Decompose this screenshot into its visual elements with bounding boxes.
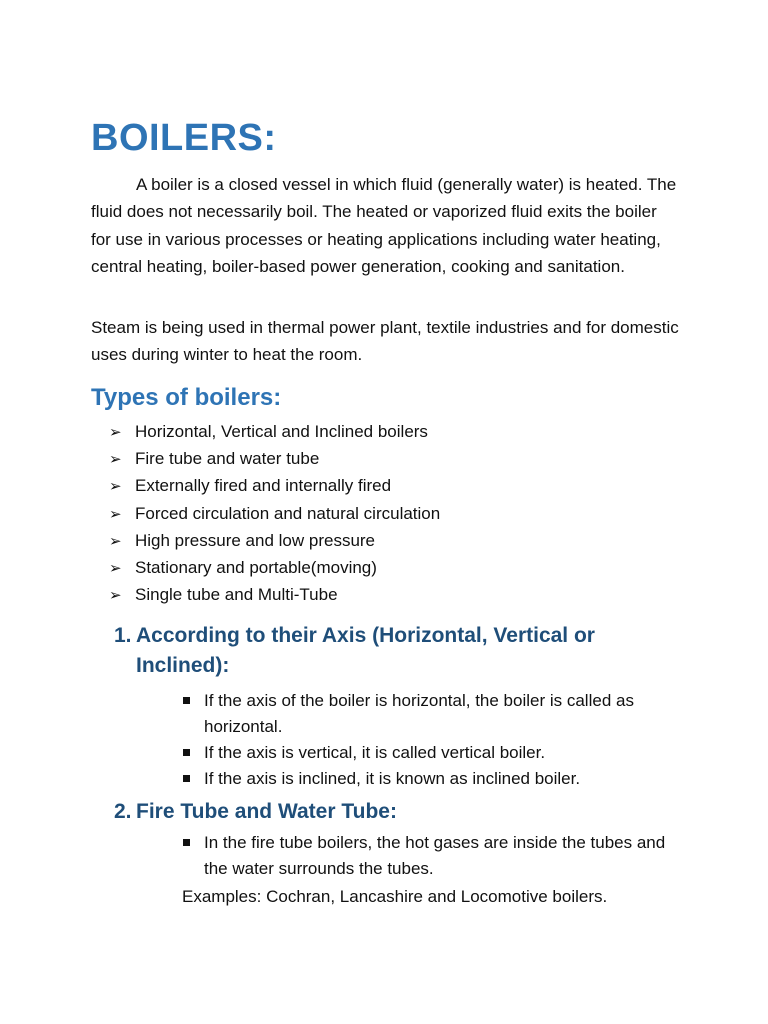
square-bullet-icon: [183, 839, 190, 846]
steam-paragraph: Steam is being used in thermal power plant, textile industries and for domestic uses during winter to heat the room.: [91, 318, 679, 365]
section-fire-tube-heading: [114, 797, 397, 827]
page-title: BOILERS:: [91, 117, 277, 159]
list-item: [109, 581, 440, 608]
list-item: [182, 688, 682, 740]
arrow-bullet-icon: ➢: [109, 587, 122, 605]
list-item-text: Fire tube and water tube: [135, 449, 320, 469]
section-heading-line1: According to their Axis (Horizontal, Vertical or: [136, 624, 595, 647]
list-item-text: In the fire tube boilers, the hot gases are inside the tubes and the water surrounds the tubes.: [204, 833, 666, 878]
list-item-text: If the axis is vertical, it is called vertical boiler.: [204, 743, 546, 762]
arrow-bullet-icon: ➢: [109, 451, 122, 469]
examples-text: Examples: Cochran, Lancashire and Locomotive boilers.: [182, 887, 608, 906]
section-axis-heading: [114, 621, 674, 681]
list-item: [109, 445, 440, 472]
list-item-text: If the axis is inclined, it is known as inclined boiler.: [204, 769, 581, 788]
list-item-text: High pressure and low pressure: [135, 530, 376, 550]
list-item: [109, 527, 440, 554]
section-number: 1.: [114, 624, 132, 647]
list-item-text: Single tube and Multi-Tube: [135, 585, 338, 605]
list-item: [109, 554, 440, 581]
list-item: [109, 500, 440, 527]
list-item: [109, 472, 440, 499]
square-bullet-icon: [183, 749, 190, 756]
square-bullet-icon: [183, 697, 190, 704]
list-item: [182, 740, 682, 766]
arrow-bullet-icon: ➢: [109, 559, 122, 577]
list-item: [182, 830, 682, 882]
arrow-bullet-icon: ➢: [109, 532, 122, 550]
arrow-bullet-icon: ➢: [109, 505, 122, 523]
section-heading-text: Fire Tube and Water Tube:: [136, 800, 397, 823]
arrow-bullet-icon: ➢: [109, 424, 122, 441]
list-item-text: Forced circulation and natural circulation: [135, 503, 441, 523]
list-item-text: Externally fired and internally fired: [135, 476, 392, 496]
types-list: [109, 418, 440, 608]
intro-paragraph-text: A boiler is a closed vessel in which fluid (generally water) is heated. The fluid does not necessarily boil. The heated or vaporized fluid exits the boiler for use in various processes or heating applications including water heating, central heating, boiler-based power generation, cooking and sanitation.: [91, 175, 677, 276]
intro-paragraph: [91, 171, 681, 280]
list-item-text: Horizontal, Vertical and Inclined boilers: [135, 422, 428, 441]
types-heading: Types of boilers:: [91, 384, 282, 411]
list-item: [182, 766, 682, 792]
list-item: [109, 418, 440, 445]
fire-tube-bullet-list: [182, 830, 682, 882]
section-heading-line2: Inclined):: [136, 654, 230, 677]
list-item-text: If the axis of the boiler is horizontal, the boiler is called as horizontal.: [204, 691, 634, 736]
section-number: 2.: [114, 800, 132, 823]
arrow-bullet-icon: ➢: [109, 478, 122, 496]
square-bullet-icon: [183, 775, 190, 782]
axis-bullet-list: [182, 688, 682, 792]
list-item-text: Stationary and portable(moving): [135, 557, 377, 577]
